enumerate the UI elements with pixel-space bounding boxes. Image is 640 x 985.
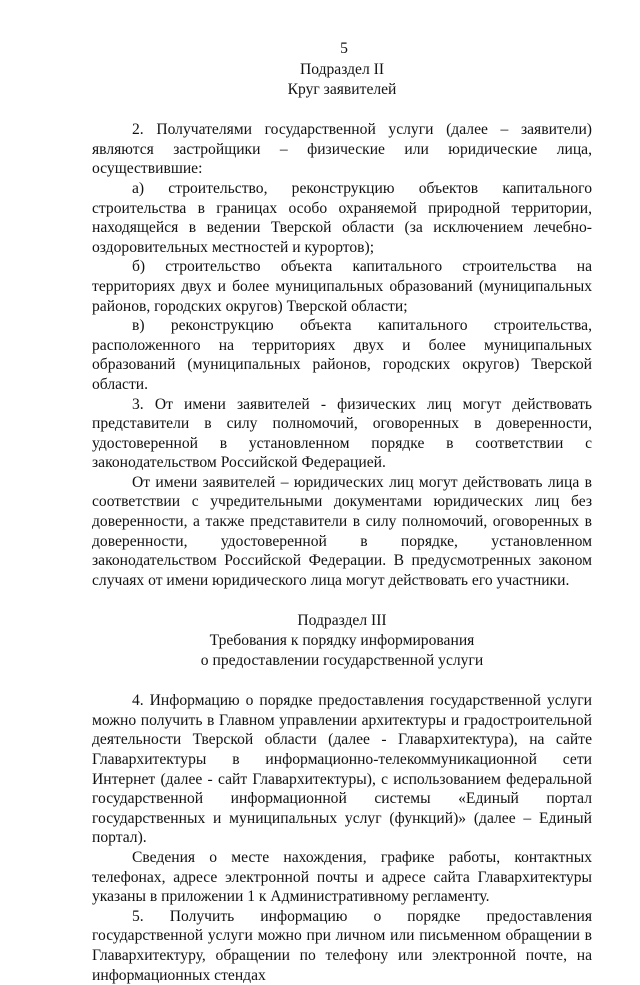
paragraph-2c: в) реконструкцию объекта капитального строительства, расположенного на территориях двух и более муниципальных образований (муниципальных районов, городских округов) Тверской области.: [92, 317, 592, 393]
paragraph-4: 4. Информацию о порядке предоставления государственной услуги можно получить в Главном управлении архитектуры и градостроительной деятельности Тверской области (далее - Главархитектура), на сайте Главархитектуры в информационно-телекоммуникационной сети Интернет (далее - сайт Главархитектуры), с использованием федеральной государственной информационной системы «Единый портал государственных и муниципальных услуг (функций)» (далее – Единый портал).: [92, 692, 592, 847]
section-3-title: Подраздел III: [297, 612, 387, 630]
section-2-body: [92, 120, 592, 590]
section-3-subtitle-line-2: о предоставлении государственной услуги: [200, 651, 484, 669]
spacer: [92, 590, 592, 611]
spacer: [92, 99, 592, 120]
paragraph-2b: б) строительство объекта капитального строительства на территориях двух и более муниципальных образований (муниципальных районов, городских округов) Тверской области;: [92, 258, 592, 315]
page-number: 5: [340, 40, 348, 57]
section-2-title: Подраздел II: [299, 61, 385, 78]
paragraph-4-contacts: Сведения о месте нахождения, графике работы, контактных телефонах, адресе электронной почты и адресе сайта Главархитектуры указаны в приложении 1 к Административному регламенту.: [92, 848, 592, 906]
section-3-body: [92, 691, 592, 985]
paragraph-5: 5. Получить информацию о порядке предоставления государственной услуги можно при личном или письменном обращении в Главархитектуру, обращении по телефону или электронной почте, на информационных стендах: [92, 907, 592, 984]
section-2-subtitle: Круг заявителей: [287, 80, 397, 98]
document-page: [92, 38, 592, 985]
paragraph-3-legal-entities: От имени заявителей – юридических лиц могут действовать лица в соответствии с учредительными документами юридических лиц без доверенности, а также представители в силу полномочий, оговоренных в доверенности, удостоверенной в порядке, установленном законодательством Российской Федерации. В предусмотренных законом случаях от имени юридического лица могут действовать его участники.: [92, 473, 592, 589]
paragraph-2: 2. Получателями государственной услуги (далее – заявители) являются застройщики – физические или юридические лица, осуществившие:: [92, 121, 592, 178]
section-3-subtitle-line-1: Требования к порядку информирования: [209, 632, 475, 650]
spacer: [92, 670, 592, 691]
paragraph-3: 3. От имени заявителей - физических лиц могут действовать представители в силу полномочий, оговоренных в доверенности, удостоверенной в установленном порядке в соответствии с законодательством Российской Федерацией.: [92, 395, 592, 472]
paragraph-2a: а) строительство, реконструкцию объектов капитального строительства в границах особо охраняемой природной территории, находящейся в ведении Тверской области (за исключением лечебно-оздоровительных местностей и курортов);: [92, 179, 592, 256]
